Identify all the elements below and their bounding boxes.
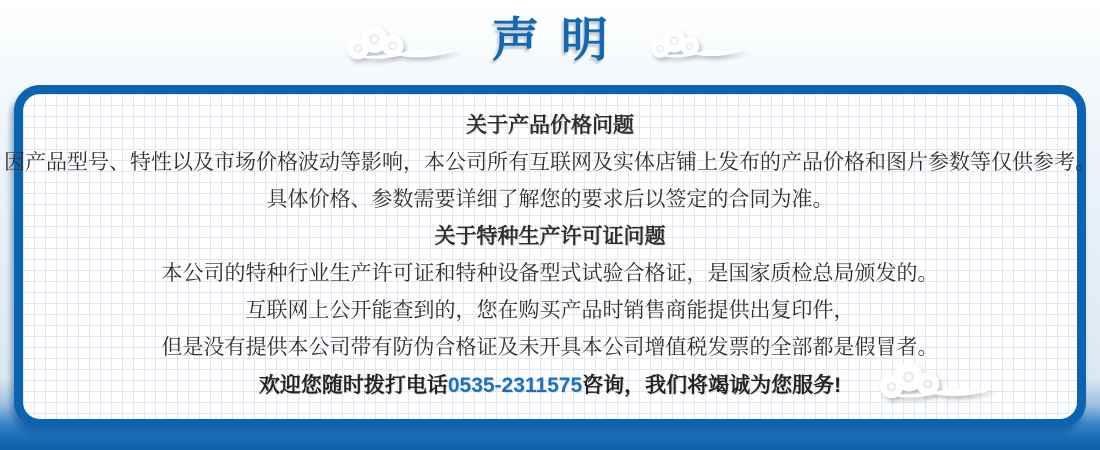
contact-prefix: 欢迎您随时拨打电话 [258,374,448,397]
phone-number: 0535-2311575 [447,374,583,397]
contact-line [259,366,841,406]
contact-suffix: 咨询，我们将竭诚为您服务! [582,374,842,397]
page-title: 声明 [492,13,630,66]
notice-line: 互联网上公开能查到的，您在购买产品时销售商能提供出复印件， [245,299,855,322]
top-banner [0,0,1100,85]
section-heading: 关于特种生产许可证问题 [434,225,666,248]
notice-line: 因产品型号、特性以及市场价格波动等影响，本公司所有互联网及实体店铺上发布的产品价格和图片参数等仅供参考。 [4,151,1096,174]
notice-line: 但是没有提供本公司带有防伪合格证及未开具本公司增值税发票的全部都是假冒者。 [161,336,939,359]
section-heading: 关于产品价格问题 [466,114,634,137]
notice-line: 具体价格、参数需要详细了解您的要求后以签定的合同为准。 [266,188,834,211]
cloud-icon [868,359,1003,403]
notice-panel [4,85,1096,428]
notice-line: 本公司的特种行业生产许可证和特种设备型式试验合格证，是国家质检总局颁发的。 [161,262,939,285]
cloud-icon [642,26,750,62]
